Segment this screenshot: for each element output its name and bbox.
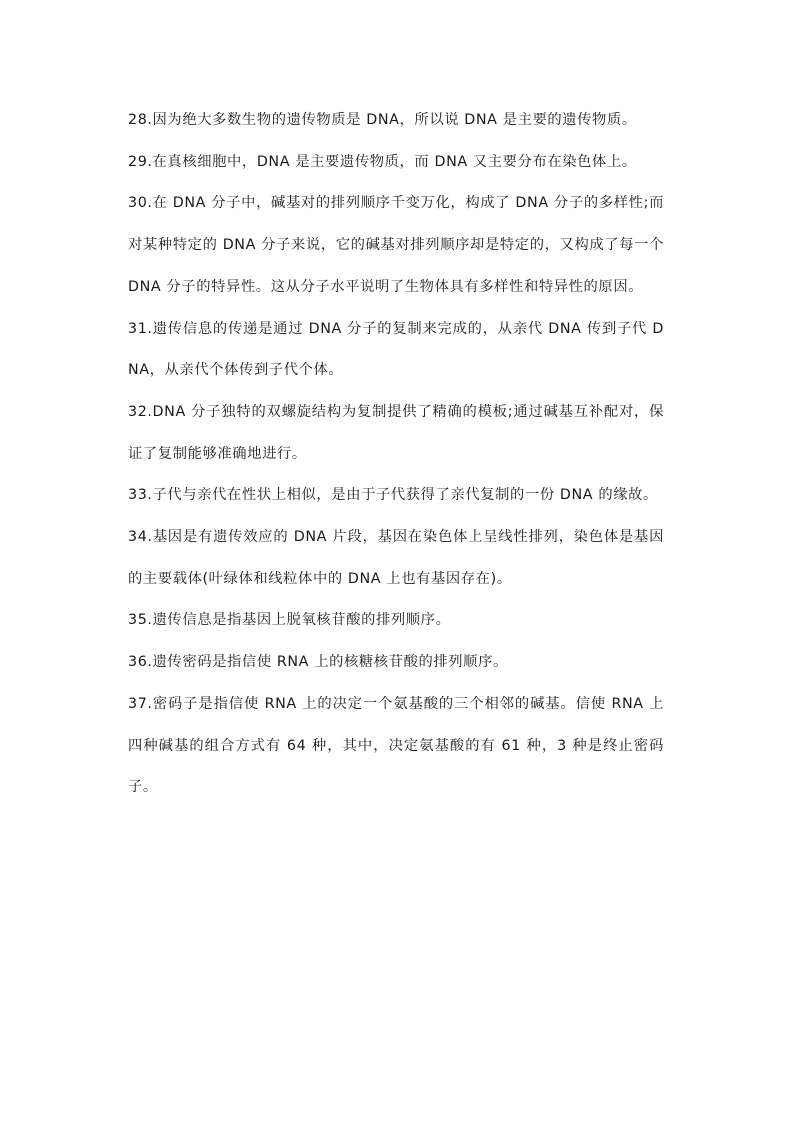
paragraph-33: 33.子代与亲代在性状上相似，是由于子代获得了亲代复制的一份 DNA 的缘故。 [128, 487, 658, 504]
paragraph-36: 36.遗传密码是指信使 RNA 上的核糖核苷酸的排列顺序。 [128, 654, 508, 671]
paragraph-35: 35.遗传信息是指基因上脱氧核苷酸的排列顺序。 [128, 612, 451, 629]
document-body [128, 100, 664, 809]
paragraph-31: 31.遗传信息的传递是通过 DNA 分子的复制来完成的，从亲代 DNA 传到子代 DNA，从亲代个体传到子代个体。 [128, 320, 664, 379]
paragraph-37: 37.密码子是指信使 RNA 上的决定一个氨基酸的三个相邻的碱基。信使 RNA 上四种碱基的组合方式有 64 种，其中，决定氨基酸的有 61 种，3 种是终止密码子。 [128, 695, 664, 796]
paragraph-34: 34.基因是有遗传效应的 DNA 片段，基因在染色体上呈线性排列，染色体是基因的主要载体(叶绿体和线粒体中的 DNA 上也有基因存在)。 [128, 529, 664, 587]
paragraph-30: 30.在 DNA 分子中，碱基对的排列顺序千变万化，构成了 DNA 分子的多样性;而对某种特定的 DNA 分子来说，它的碱基对排列顺序却是特定的，又构成了每一个 DNA 分子的特异性。这从分子水平说明了生物体具有多样性和特异性的原因。 [128, 195, 664, 295]
paragraph-28: 28.因为绝大多数生物的遗传物质是 DNA，所以说 DNA 是主要的遗传物质。 [128, 112, 637, 128]
paragraph-29: 29.在真核细胞中，DNA 是主要遗传物质，而 DNA 又主要分布在染色体上。 [128, 153, 637, 170]
paragraph-32: 32.DNA 分子独特的双螺旋结构为复制提供了精确的模板;通过碱基互补配对，保证了复制能够准确地进行。 [128, 403, 664, 462]
